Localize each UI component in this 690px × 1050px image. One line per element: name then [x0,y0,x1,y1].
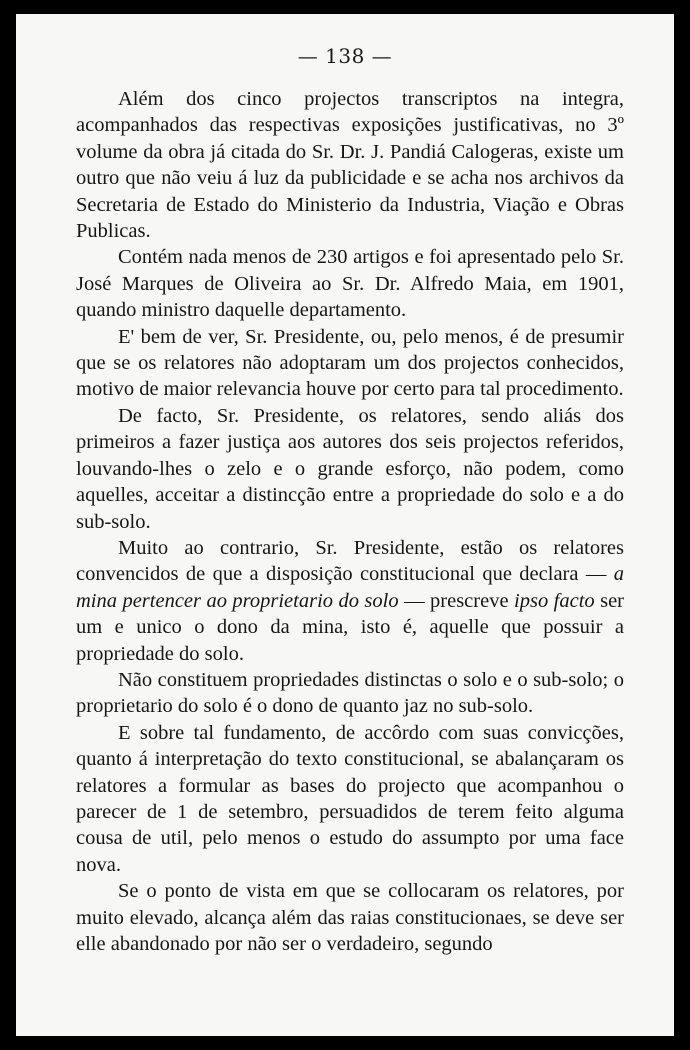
paragraph [76,244,624,323]
book-page [16,14,674,1036]
paragraph [76,878,624,957]
paragraph-text: ser um e unico o dono da mina, isto é, aquelle que possuir a propriedade do solo. [76,589,625,665]
italic-quote: ipso facto [514,589,595,612]
paragraph-text: Muito ao contrario, Sr. Presidente, estão os relatores convencidos de que a disposição constitucional que declara — [76,536,624,586]
paragraph-text: Se o ponto de vista em que se collocaram os relatores, por muito elevado, alcança além das raias constitucionaes, se deve ser elle abandonado por não ser o verdadeiro, segundo [76,880,624,955]
paragraph-text: Além dos cinco projectos transcriptos na integra, acompanhados das respectivas exposições justificativas, no 3º volume da obra já citada do Sr. Dr. J. Pandiá Calogeras, existe um outro que não veiu á luz da publicidade e se acha nos archivos da Secretaria de Estado do Ministerio da Industria, Viação e Obras Publicas. [76,88,624,243]
paragraph-text: Contém nada menos de 230 artigos e foi apresentado pelo Sr. José Marques de Oliveira ao Sr. Dr. Alfredo Maia, em 1901, quando ministro daquelle departamento. [76,246,624,322]
paragraph-text: — prescreve [398,589,515,612]
paragraph [76,720,624,878]
paragraph [76,86,624,244]
paragraph-text: E sobre tal fundamento, de accôrdo com suas convicções, quanto á interpretação do texto constitucional, se abalançaram os relatores a formular as bases do projecto que acompanhou o parecer de 1 de setembro, persuadidos de terem feito alguma cousa de util, pelo menos o estudo do assumpto por uma face nova. [76,721,624,876]
paragraph [76,535,624,667]
paragraph [76,403,624,535]
paragraph-text: De facto, Sr. Presidente, os relatores, sendo aliás dos primeiros a fazer justiça aos autores dos seis projectos referidos, louvando-lhes o zelo e o grande esforço, não podem, como aquelles, acceitar a distincção entre a propriedade do solo e a do sub-solo. [76,404,624,533]
italic-quote: a mina pertencer ao proprietario do solo [76,563,624,612]
paragraph-text: E' bem de ver, Sr. Presidente, ou, pelo menos, é de presumir que se os relatores não adoptaram um dos projectos conhecidos, motivo de maior relevancia houve por certo para tal procedimento. [76,325,624,401]
paragraph-text: Não constituem propriedades distinctas o solo e o sub-solo; o proprietario do solo é o dono de quanto jaz no sub-solo. [76,668,624,718]
paragraph [76,324,624,403]
page-number: — 138 — [297,44,393,68]
body-text [76,86,624,957]
paragraph [76,667,624,720]
